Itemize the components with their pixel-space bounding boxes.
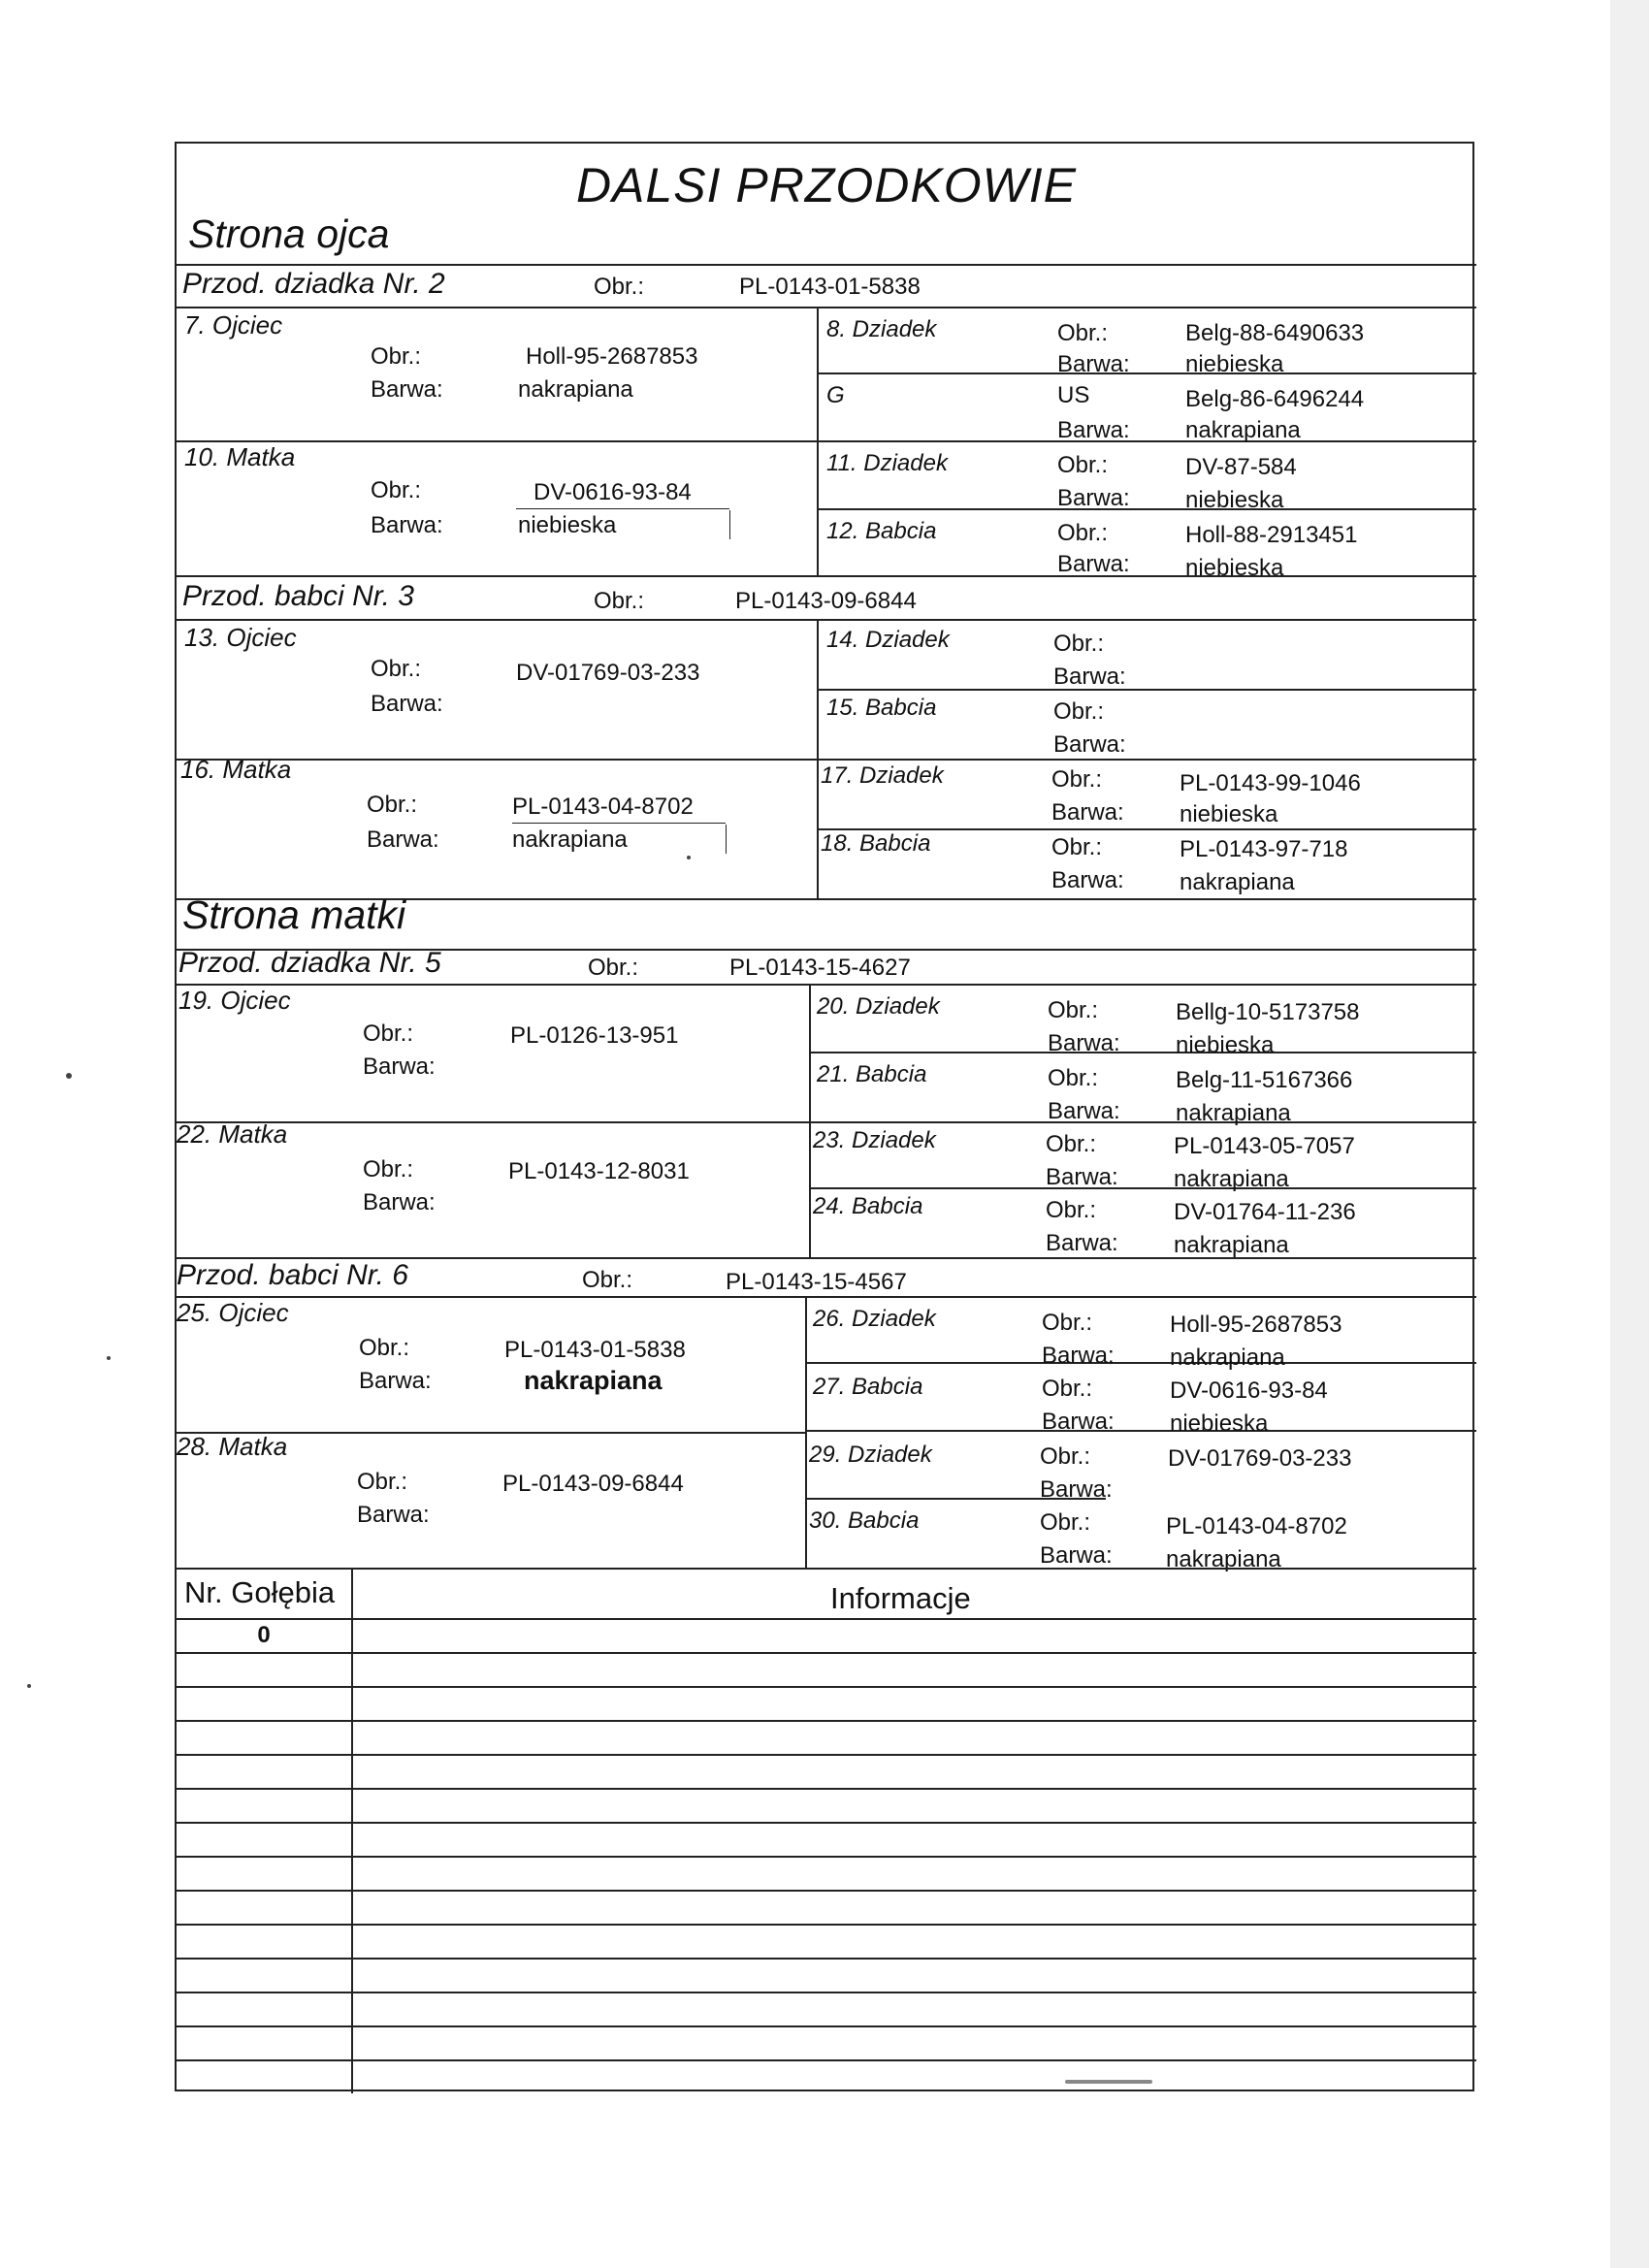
information-cell <box>355 1892 1471 1922</box>
obr-label: Obr.: <box>371 477 422 503</box>
ancestor-label: 29. Dziadek <box>809 1442 932 1468</box>
section-header-grandfather-5: Przod. dziadka Nr. 5 <box>178 947 441 979</box>
ancestor-barwa: nakrapiana <box>1185 417 1301 443</box>
ancestor-barwa: niebieska <box>518 512 617 538</box>
obr-label: Obr.: <box>367 792 418 818</box>
obr-label: Obr.: <box>363 1156 414 1183</box>
ancestor-obr: PL-0126-13-951 <box>510 1022 679 1049</box>
obr-label: Obr.: <box>1053 698 1105 725</box>
ancestor-barwa: nakrapiana <box>524 1366 663 1395</box>
ancestor-barwa: niebieska <box>1170 1410 1269 1437</box>
ancestor-label: 28. Matka <box>177 1432 288 1461</box>
obr-label: Obr.: <box>359 1335 410 1361</box>
ancestor-label: 30. Babcia <box>809 1507 920 1534</box>
information-cell <box>355 1993 1471 2024</box>
page-title: DALSI PRZODKOWIE <box>575 158 1078 212</box>
ancestor-label: 10. Matka <box>184 442 296 471</box>
obr-label: Obr.: <box>363 1021 414 1047</box>
obr-label: Obr.: <box>357 1469 408 1495</box>
barwa-label: Barwa: <box>1048 1098 1120 1124</box>
barwa-label: Barwa: <box>357 1502 430 1528</box>
obr-label: Obr.: <box>1057 520 1109 546</box>
barwa-label: Barwa: <box>1042 1343 1115 1369</box>
ancestor-obr: DV-01769-03-233 <box>1168 1445 1352 1472</box>
obr-label: Obr.: <box>1053 631 1105 657</box>
ancestor-obr: DV-01764-11-236 <box>1174 1199 1356 1225</box>
ancestor-obr: Bellg-10-5173758 <box>1176 999 1360 1025</box>
obr-label: Obr.: <box>594 274 645 300</box>
ancestor-label: 17. Dziadek <box>821 762 944 789</box>
ancestor-obr: PL-0143-05-7057 <box>1174 1133 1355 1159</box>
ancestor-barwa: nakrapiana <box>1180 869 1295 895</box>
ancestor-barwa: nakrapiana <box>518 376 633 403</box>
obr-label: Obr.: <box>1048 997 1099 1023</box>
ancestor-barwa: niebieska <box>1185 487 1284 513</box>
barwa-label: Barwa: <box>1057 551 1130 577</box>
barwa-label: Barwa: <box>1057 351 1130 377</box>
page-edge-shadow <box>1610 0 1649 2268</box>
obr-label: Obr.: <box>588 955 639 981</box>
ancestor-label: 20. Dziadek <box>817 993 940 1020</box>
ancestor-label: 15. Babcia <box>826 695 937 721</box>
information-cell <box>355 2027 1471 2057</box>
section-header-grandfather-2: Przod. dziadka Nr. 2 <box>182 268 445 300</box>
ancestor-obr: Holl-88-2913451 <box>1185 522 1358 548</box>
ancestor-obr: Belg-11-5167366 <box>1176 1067 1353 1093</box>
information-cell <box>355 1620 1471 1650</box>
section-obr-value: PL-0143-09-6844 <box>735 588 917 614</box>
ancestor-obr: Belg-88-6490633 <box>1185 320 1365 346</box>
obr-label: Obr.: <box>1040 1509 1091 1536</box>
information-cell <box>355 1824 1471 1854</box>
ancestor-obr: PL-0143-99-1046 <box>1180 770 1361 796</box>
ancestor-label: 16. Matka <box>180 755 292 784</box>
pigeon-number-header: Nr. Gołębia <box>184 1575 336 1609</box>
information-cell <box>355 1960 1471 1990</box>
information-header: Informacje <box>830 1581 971 1615</box>
information-cell <box>355 1790 1471 1820</box>
information-cell <box>355 1688 1471 1718</box>
ancestor-label: 13. Ojciec <box>184 623 297 652</box>
information-cell <box>355 1858 1471 1888</box>
ancestor-label: 24. Babcia <box>813 1193 923 1219</box>
ancestor-barwa: nakrapiana <box>1174 1166 1289 1192</box>
ancestor-obr: DV-87-584 <box>1185 454 1297 480</box>
obr-label: Obr.: <box>371 656 422 682</box>
barwa-label: Barwa: <box>1053 664 1126 690</box>
ancestor-label: 25. Ojciec <box>177 1298 289 1327</box>
ancestor-obr: Holl-95-2687853 <box>1170 1312 1342 1338</box>
obr-label: Obr.: <box>1057 320 1109 346</box>
ancestor-obr: PL-0143-04-8702 <box>1166 1513 1347 1539</box>
information-cell <box>355 2061 1471 2091</box>
obr-label: Obr.: <box>594 588 645 614</box>
barwa-label: Barwa: <box>1057 417 1130 443</box>
ancestor-barwa: niebieska <box>1185 351 1284 377</box>
obr-label: Obr.: <box>1040 1443 1091 1470</box>
obr-label: Obr.: <box>1046 1197 1097 1223</box>
information-cell <box>355 1722 1471 1752</box>
barwa-label: Barwa: <box>1042 1409 1115 1435</box>
barwa-label: Barwa: <box>367 826 439 853</box>
ancestor-label: 19. Ojciec <box>178 986 291 1015</box>
ancestor-barwa: niebieska <box>1176 1032 1275 1058</box>
barwa-label: Barwa: <box>363 1189 436 1215</box>
obr-label: Obr.: <box>1057 452 1109 478</box>
section-header-grandmother-3: Przod. babci Nr. 3 <box>182 580 414 612</box>
barwa-label: Barwa: <box>1057 485 1130 511</box>
ancestor-obr: Belg-86-6496244 <box>1185 386 1365 412</box>
obr-label: Obr.: <box>1042 1376 1093 1402</box>
obr-label: Obr.: <box>1042 1310 1093 1336</box>
father-side-heading: Strona ojca <box>188 211 390 256</box>
ancestor-barwa: niebieska <box>1180 801 1278 827</box>
barwa-label: Barwa: <box>1046 1230 1118 1256</box>
obr-label: Obr.: <box>371 343 422 370</box>
ancestor-obr: PL-0143-01-5838 <box>504 1337 686 1363</box>
ancestor-obr: DV-0616-93-84 <box>534 479 692 505</box>
barwa-label: Barwa: <box>1040 1476 1113 1503</box>
ancestor-label: 7. Ojciec <box>184 310 283 340</box>
ancestor-obr: PL-0143-09-6844 <box>502 1471 684 1497</box>
ancestor-barwa: nakrapiana <box>1176 1100 1291 1126</box>
ancestor-label: 8. Dziadek <box>826 316 937 342</box>
ancestor-label: 11. Dziadek <box>826 450 948 476</box>
ancestor-obr: DV-01769-03-233 <box>516 660 700 686</box>
barwa-label: Barwa: <box>1046 1164 1118 1190</box>
section-obr-value: PL-0143-01-5838 <box>739 274 921 300</box>
ancestor-label: 18. Babcia <box>821 830 931 857</box>
section-obr-value: PL-0143-15-4567 <box>726 1269 907 1295</box>
ancestor-label: 27. Babcia <box>813 1374 923 1400</box>
barwa-label: Barwa: <box>1048 1030 1120 1056</box>
ancestor-label: 12. Babcia <box>826 518 937 544</box>
ancestor-obr: PL-0143-12-8031 <box>508 1158 690 1184</box>
ancestor-label: 21. Babcia <box>817 1061 927 1087</box>
ancestor-obr: Holl-95-2687853 <box>526 343 698 370</box>
section-header-grandmother-6: Przod. babci Nr. 6 <box>177 1259 408 1291</box>
ancestor-barwa: nakrapiana <box>1166 1546 1281 1572</box>
section-obr-value: PL-0143-15-4627 <box>729 955 911 981</box>
obr-label: Obr.: <box>1051 766 1103 793</box>
ancestor-label: G <box>826 382 845 408</box>
barwa-label: Barwa: <box>371 376 443 403</box>
obr-label: Obr.: <box>1051 834 1103 860</box>
obr-label: Obr.: <box>1046 1131 1097 1157</box>
ancestor-barwa: nakrapiana <box>1174 1232 1289 1258</box>
information-cell <box>355 1654 1471 1684</box>
obr-label: Obr.: <box>582 1267 633 1293</box>
pedigree-form <box>175 142 1474 2091</box>
barwa-label: Barwa: <box>1053 731 1126 758</box>
barwa-label: Barwa: <box>371 691 443 717</box>
obr-label: US <box>1057 382 1090 408</box>
barwa-label: Barwa: <box>363 1053 436 1080</box>
barwa-label: Barwa: <box>371 512 443 538</box>
ancestor-barwa: niebieska <box>1185 555 1284 581</box>
ancestor-label: 22. Matka <box>177 1119 288 1149</box>
barwa-label: Barwa: <box>1051 799 1124 826</box>
mother-side-heading: Strona matki <box>182 892 406 937</box>
information-cell <box>355 1926 1471 1956</box>
information-cell <box>355 1756 1471 1786</box>
ancestor-label: 14. Dziadek <box>826 627 950 653</box>
ancestor-obr: PL-0143-04-8702 <box>512 794 694 820</box>
ancestor-obr: DV-0616-93-84 <box>1170 1377 1328 1404</box>
pigeon-number-cell: 0 <box>257 1622 271 1648</box>
barwa-label: Barwa: <box>359 1368 432 1394</box>
ancestor-label: 23. Dziadek <box>813 1127 936 1153</box>
ancestor-barwa: nakrapiana <box>1170 1345 1285 1371</box>
barwa-label: Barwa: <box>1051 867 1124 893</box>
ancestor-label: 26. Dziadek <box>813 1306 936 1332</box>
barwa-label: Barwa: <box>1040 1542 1113 1569</box>
obr-label: Obr.: <box>1048 1065 1099 1091</box>
ancestor-barwa: nakrapiana <box>512 826 628 853</box>
ancestor-obr: PL-0143-97-718 <box>1180 836 1348 862</box>
